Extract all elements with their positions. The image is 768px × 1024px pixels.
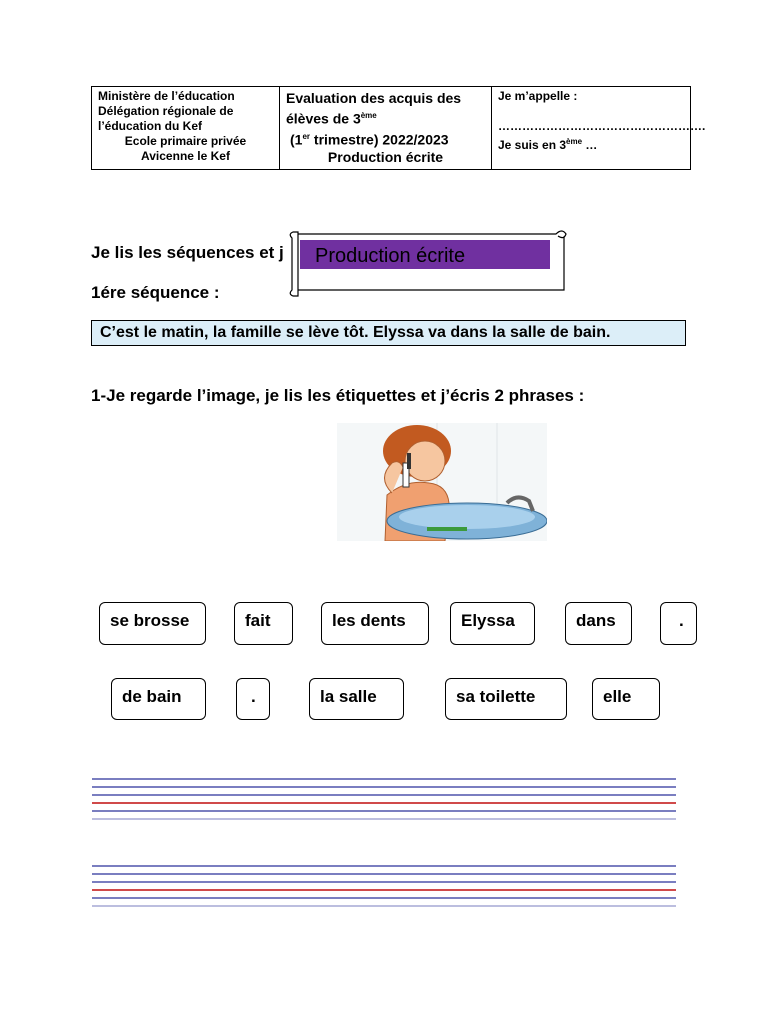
header-title: [280, 87, 492, 169]
ruled-line: [92, 786, 676, 788]
tag-period[interactable]: .: [660, 602, 697, 645]
ruled-line: [92, 889, 676, 891]
ruled-line: [92, 778, 676, 780]
ruled-line: [92, 818, 676, 820]
header-table: [91, 86, 706, 170]
class-label: Je suis en 3ème …: [498, 137, 598, 152]
header-school-name: Avicenne le Kef: [141, 149, 230, 163]
sequence-title: 1ére séquence :: [91, 283, 220, 302]
tag-les-dents[interactable]: les dents: [321, 602, 429, 645]
name-label: Je m’appelle :: [498, 89, 578, 103]
header-title-line1: Evaluation des acquis des: [286, 90, 462, 106]
header-delegation-2: l’éducation du Kef: [98, 119, 203, 133]
header-student-info: [492, 87, 706, 169]
ruled-line: [92, 865, 676, 867]
girl-brushing-teeth-image: [337, 423, 547, 541]
tag-fait[interactable]: fait: [234, 602, 293, 645]
ruled-line: [92, 881, 676, 883]
ruled-line: [92, 802, 676, 804]
sequence-text-box: C’est le matin, la famille se lève tôt. Elyssa va dans la salle de bain.: [91, 320, 686, 346]
ruled-line: [92, 794, 676, 796]
ruled-line: [92, 873, 676, 875]
ruled-line: [92, 905, 676, 907]
tag-se-brosse[interactable]: se brosse: [99, 602, 206, 645]
header-delegation: Délégation régionale de: [98, 104, 234, 118]
tag-la-salle[interactable]: la salle: [309, 678, 404, 720]
tag-dans[interactable]: dans: [565, 602, 632, 645]
tag-sa-toilette[interactable]: sa toilette: [445, 678, 567, 720]
tag-de-bain[interactable]: de bain: [111, 678, 206, 720]
ruled-line: [92, 810, 676, 812]
question-1: 1-Je regarde l’image, je lis les étiquettes et j’écris 2 phrases :: [91, 386, 585, 405]
tag-dot[interactable]: .: [236, 678, 270, 720]
header-title-line3: (1er trimestre) 2022/2023: [290, 131, 449, 148]
header-ministry: Ministère de l’éducation: [98, 89, 235, 103]
intro-text: Je lis les séquences et j: [91, 243, 284, 262]
tag-elle[interactable]: elle: [592, 678, 660, 720]
banner-title: Production écrite: [315, 245, 466, 267]
name-dots[interactable]: …………………………………………….: [498, 119, 706, 133]
tag-elyssa[interactable]: Elyssa: [450, 602, 535, 645]
header-school-info: [92, 87, 280, 169]
header-title-line2: élèves de 3ème: [286, 110, 377, 127]
header-school: Ecole primaire privée: [124, 134, 247, 148]
ruled-line: [92, 897, 676, 899]
header-title-line4: Production écrite: [327, 149, 444, 166]
